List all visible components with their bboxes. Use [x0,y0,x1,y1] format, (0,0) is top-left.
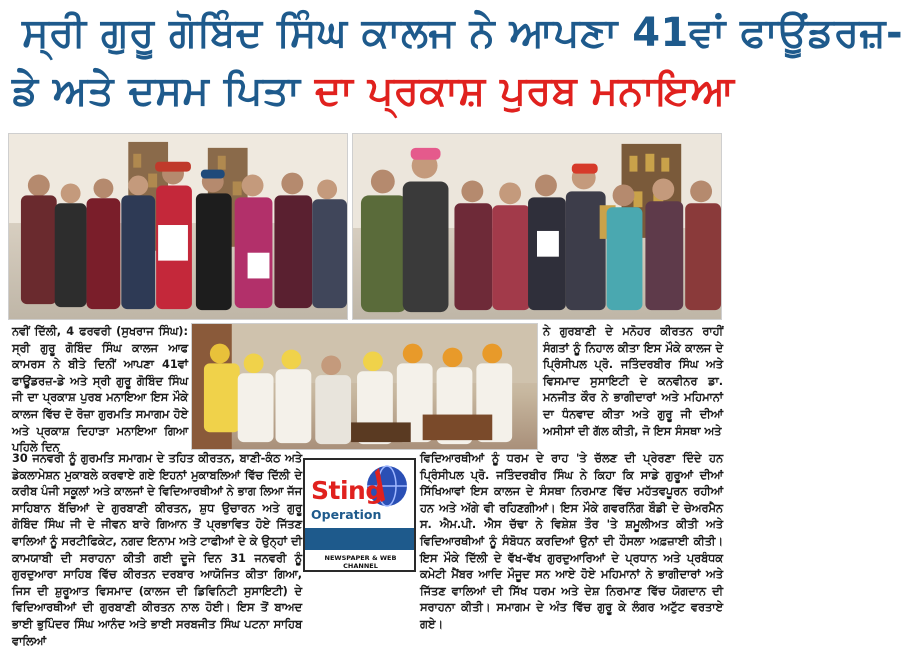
article-body-left: 30 ਜਨਵਰੀ ਨੂੰ ਗੁਰਮਤਿ ਸਮਾਗਮ ਦੇ ਤਹਿਤ ਕੀਰਤਨ, ਬਾਣੀ-ਕੰਠ ਅਤੇ ਡੇਕਲਾਮੇਸ਼ਨ ਮੁਕਾਬਲੇ ਕਰਵਾਏ ਗਏ ਇਹਨਾਂ ਮੁਕਾਬਲਿਆਂ ਵਿੱਚ ਦਿੱਲੀ ਦੇ ਕਰੀਬ ਪੰਜੀ ਸਕੂਲਾਂ ਅਤੇ ਕਾਲਜਾਂ ਦੇ ਵਿਦਿਆਰਥੀਆਂ ਨੇ ਭਾਗ ਲਿਆ ਜੱਜ ਸਾਹਿਬਾਨ ਬੱਚਿਆਂ ਦੇ ਗੁਰਬਾਣੀ ਕੀਰਤਨ, ਸ਼ੁਧ ਉਚਾਰਨ ਅਤੇ ਗੁਰੂ ਗੋਬਿੰਦ ਸਿੰਘ ਜੀ ਦੇ ਜੀਵਨ ਬਾਰੇ ਗਿਆਨ ਤੋਂ ਪ੍ਰਭਾਵਿਤ ਹੋਏ ਜਿੱਤਣ ਵਾਲਿਆਂ ਨੂੰ ਸਰਟੀਫਿਕੇਟ, ਨਗਦ ਇਨਾਮ ਅਤੇ ਟਾਫੀਆਂ ਦੇ ਕੇ ਉਨ੍ਹਾਂ ਦੀ ਕਾਮਯਾਬੀ ਦੀ ਸਰਾਹਨਾ ਕੀਤੀ ਗਈ ਦੂਜੇ ਦਿਨ 31 ਜਨਵਰੀ ਨੂੰ ਗੁਰਦੁਆਰਾ ਸਾਹਿਬ ਵਿੱਚ ਕੀਰਤਨ ਦਰਬਾਰ ਆਯੋਜਿਤ ਕੀਤਾ ਗਿਆ, ਜਿਸ ਦੀ ਸ਼ੁਰੂਆਤ ਵਿਸਮਾਦ (ਕਾਲਜ ਦੀ ਡਿਵਿਨਿਟੀ ਸੁਸਾਇਟੀ) ਦੇ ਵਿਦਿਆਰਥੀਆਂ ਦੀ ਗੁਰਬਾਣੀ ਕੀਰਤਨ ਨਾਲ ਹੋਈ। ਇਸ ਤੋਂ ਬਾਅਦ ਭਾਈ ਭੁਪਿੰਦਰ ਸਿੰਘ ਆਨੰਦ ਅਤੇ ਭਾਈ ਸਰਬਜੀਤ ਸਿੰਘ ਪਟਨਾ ਸਾਹਿਬ ਵਾਲਿਆਂ [12,452,302,648]
logo-brand-word-2: Operation [311,507,382,522]
headline [8,6,903,124]
headline-line-2 [12,64,735,118]
sting-operation-logo [303,458,416,572]
photo-award-ceremony-left [8,133,348,320]
article-column-left: ਨਵੀਂ ਦਿੱਲੀ, 4 ਫਰਵਰੀ (ਸੁਖਰਾਜ ਸਿੰਘ): ਸ੍ਰੀ ਗੁਰੂ ਗੋਬਿੰਦ ਸਿੰਘ ਕਾਲਜ ਆਫ ਕਾਮਰਸ ਨੇ ਬੀਤੇ ਦਿਨੀਂ ਆਪਣਾ 41ਵਾਂ ਫਾਊਂਡਰਜ਼-ਡੇ ਅਤੇ ਸ੍ਰੀ ਗੁਰੂ ਗੋਬਿੰਦ ਸਿੰਘ ਜੀ ਦਾ ਪ੍ਰਕਾਸ਼ ਪੁਰਬ ਮਨਾਇਆ ਇਸ ਮੌਕੇ ਕਾਲਜ ਵਿੱਚ ਦੋ ਰੋਜ਼ਾ ਗੁਰਮਤਿ ਸਮਾਗਮ ਹੋਏ ਅਤੇ ਪ੍ਰਕਾਸ਼ ਦਿਹਾੜਾ ਮਨਾਇਆ ਗਿਆ ਪਹਿਲੇ ਦਿਨ [12,325,188,455]
headline-line-2-part-1: ਡੇ ਅਤੇ ਦਸਮ ਪਿਤਾ [12,68,301,114]
photo-award-ceremony-right [352,133,722,320]
logo-tagline: NEWSPAPER & WEB CHANNEL [324,554,397,570]
headline-line-1: ਸ੍ਰੀ ਗੁਰੂ ਗੋਬਿੰਦ ਸਿੰਘ ਕਾਲਜ ਨੇ ਆਪਣਾ 41ਵਾਂ ਫਾਊਂਡਰਜ਼- [22,10,903,56]
headline-line-2-part-2: ਦਾ ਪ੍ਰਕਾਸ਼ ਪੁਰਬ ਮਨਾਇਆ [314,68,735,114]
article-column-right: ਨੇ ਗੁਰਬਾਣੀ ਦੇ ਮਨੋਹਰ ਕੀਰਤਨ ਰਾਹੀਂ ਸੰਗਤਾਂ ਨੂੰ ਨਿਹਾਲ ਕੀਤਾ ਇਸ ਮੌਕੇ ਕਾਲਜ ਦੇ ਪ੍ਰਿੰਸੀਪਲ ਪ੍ਰੋ. ਜਤਿੰਦਰਬੀਰ ਸਿੰਘ ਅਤੇ ਵਿਸਮਾਦ ਸੁਸਾਇਟੀ ਦੇ ਕਨਵੀਨਰ ਡਾ. ਮਨਜੀਤ ਕੌਰ ਨੇ ਭਾਗੀਦਾਰਾਂ ਅਤੇ ਮਹਿਮਾਨਾਂ ਦਾ ਧੰਨਵਾਦ ਕੀਤਾ ਅਤੇ ਗੁਰੂ ਜੀ ਦੀਆਂ ਅਸੀਸਾਂ ਦੀ ਗੱਲ ਕੀਤੀ, ਜੋ ਇਸ ਸੰਸਥਾ ਅਤੇ [543,325,723,438]
article-body-right: ਵਿਦਿਆਰਥੀਆਂ ਨੂੰ ਧਰਮ ਦੇ ਰਾਹ 'ਤੇ ਚੱਲਣ ਦੀ ਪ੍ਰੇਰਣਾ ਦਿੰਦੇ ਹਨ ਪ੍ਰਿੰਸੀਪਲ ਪ੍ਰੋ. ਜਤਿੰਦਰਬੀਰ ਸਿੰਘ ਨੇ ਕਿਹਾ ਕਿ ਸਾਡੇ ਗੁਰੂਆਂ ਦੀਆਂ ਸਿੱਖਿਆਵਾਂ ਇਸ ਕਾਲਜ ਦੇ ਸੰਸਥਾ ਨਿਰਮਾਣ ਵਿੱਚ ਮਹੱਤਵਪੂਰਨ ਰਹੀਆਂ ਹਨ ਅਤੇ ਅੱਗੇ ਵੀ ਰਹਿਣਗੀਆਂ। ਇਸ ਮੌਕੇ ਗਵਰਨਿੰਗ ਬੌਡੀ ਦੇ ਚੇਅਰਮੈਨ ਸ. ਐਮ.ਪੀ. ਐਸ ਚੱਢਾ ਨੇ ਵਿਸ਼ੇਸ਼ ਤੌਰ 'ਤੇ ਸ਼ਮੂਲੀਅਤ ਕੀਤੀ ਅਤੇ ਵਿਦਿਆਰਥੀਆਂ ਨੂੰ ਸੰਬੋਧਨ ਕਰਦਿਆਂ ਉਨਾਂ ਦੀ ਹੌਸਲਾ ਅਫ਼ਜ਼ਾਈ ਕੀਤੀ। ਇਸ ਮੌਕੇ ਦਿੱਲੀ ਦੇ ਵੱਖ-ਵੱਖ ਗੁਰਦੁਆਰਿਆਂ ਦੇ ਪ੍ਰਧਾਨ ਅਤੇ ਪ੍ਰਬੰਧਕ ਕਮੇਟੀ ਮੈਂਬਰ ਆਦਿ ਮੌਜੂਦ ਸਨ ਆਏ ਹੋਏ ਮਹਿਮਾਨਾਂ ਨੇ ਭਾਗੀਦਾਰਾਂ ਅਤੇ ਜਿੱਤਣ ਵਾਲਿਆਂ ਦੀ ਸਿੱਖ ਧਰਮ ਅਤੇ ਦੇਸ਼ ਨਿਰਮਾਣ ਵਿੱਚ ਯੋਗਦਾਨ ਦੀ ਸਰਾਹਨਾ ਕੀਤੀ। ਸਮਾਗਮ ਦੇ ਅੰਤ ਵਿੱਚ ਗੁਰੂ ਕੇ ਲੰਗਰ ਅਟੁੱਟ ਵਰਤਾਏ ਗਏ। [420,452,723,631]
photo-kirtan-darbar [191,323,538,450]
logo-brand-word-1: Sting [311,476,383,505]
